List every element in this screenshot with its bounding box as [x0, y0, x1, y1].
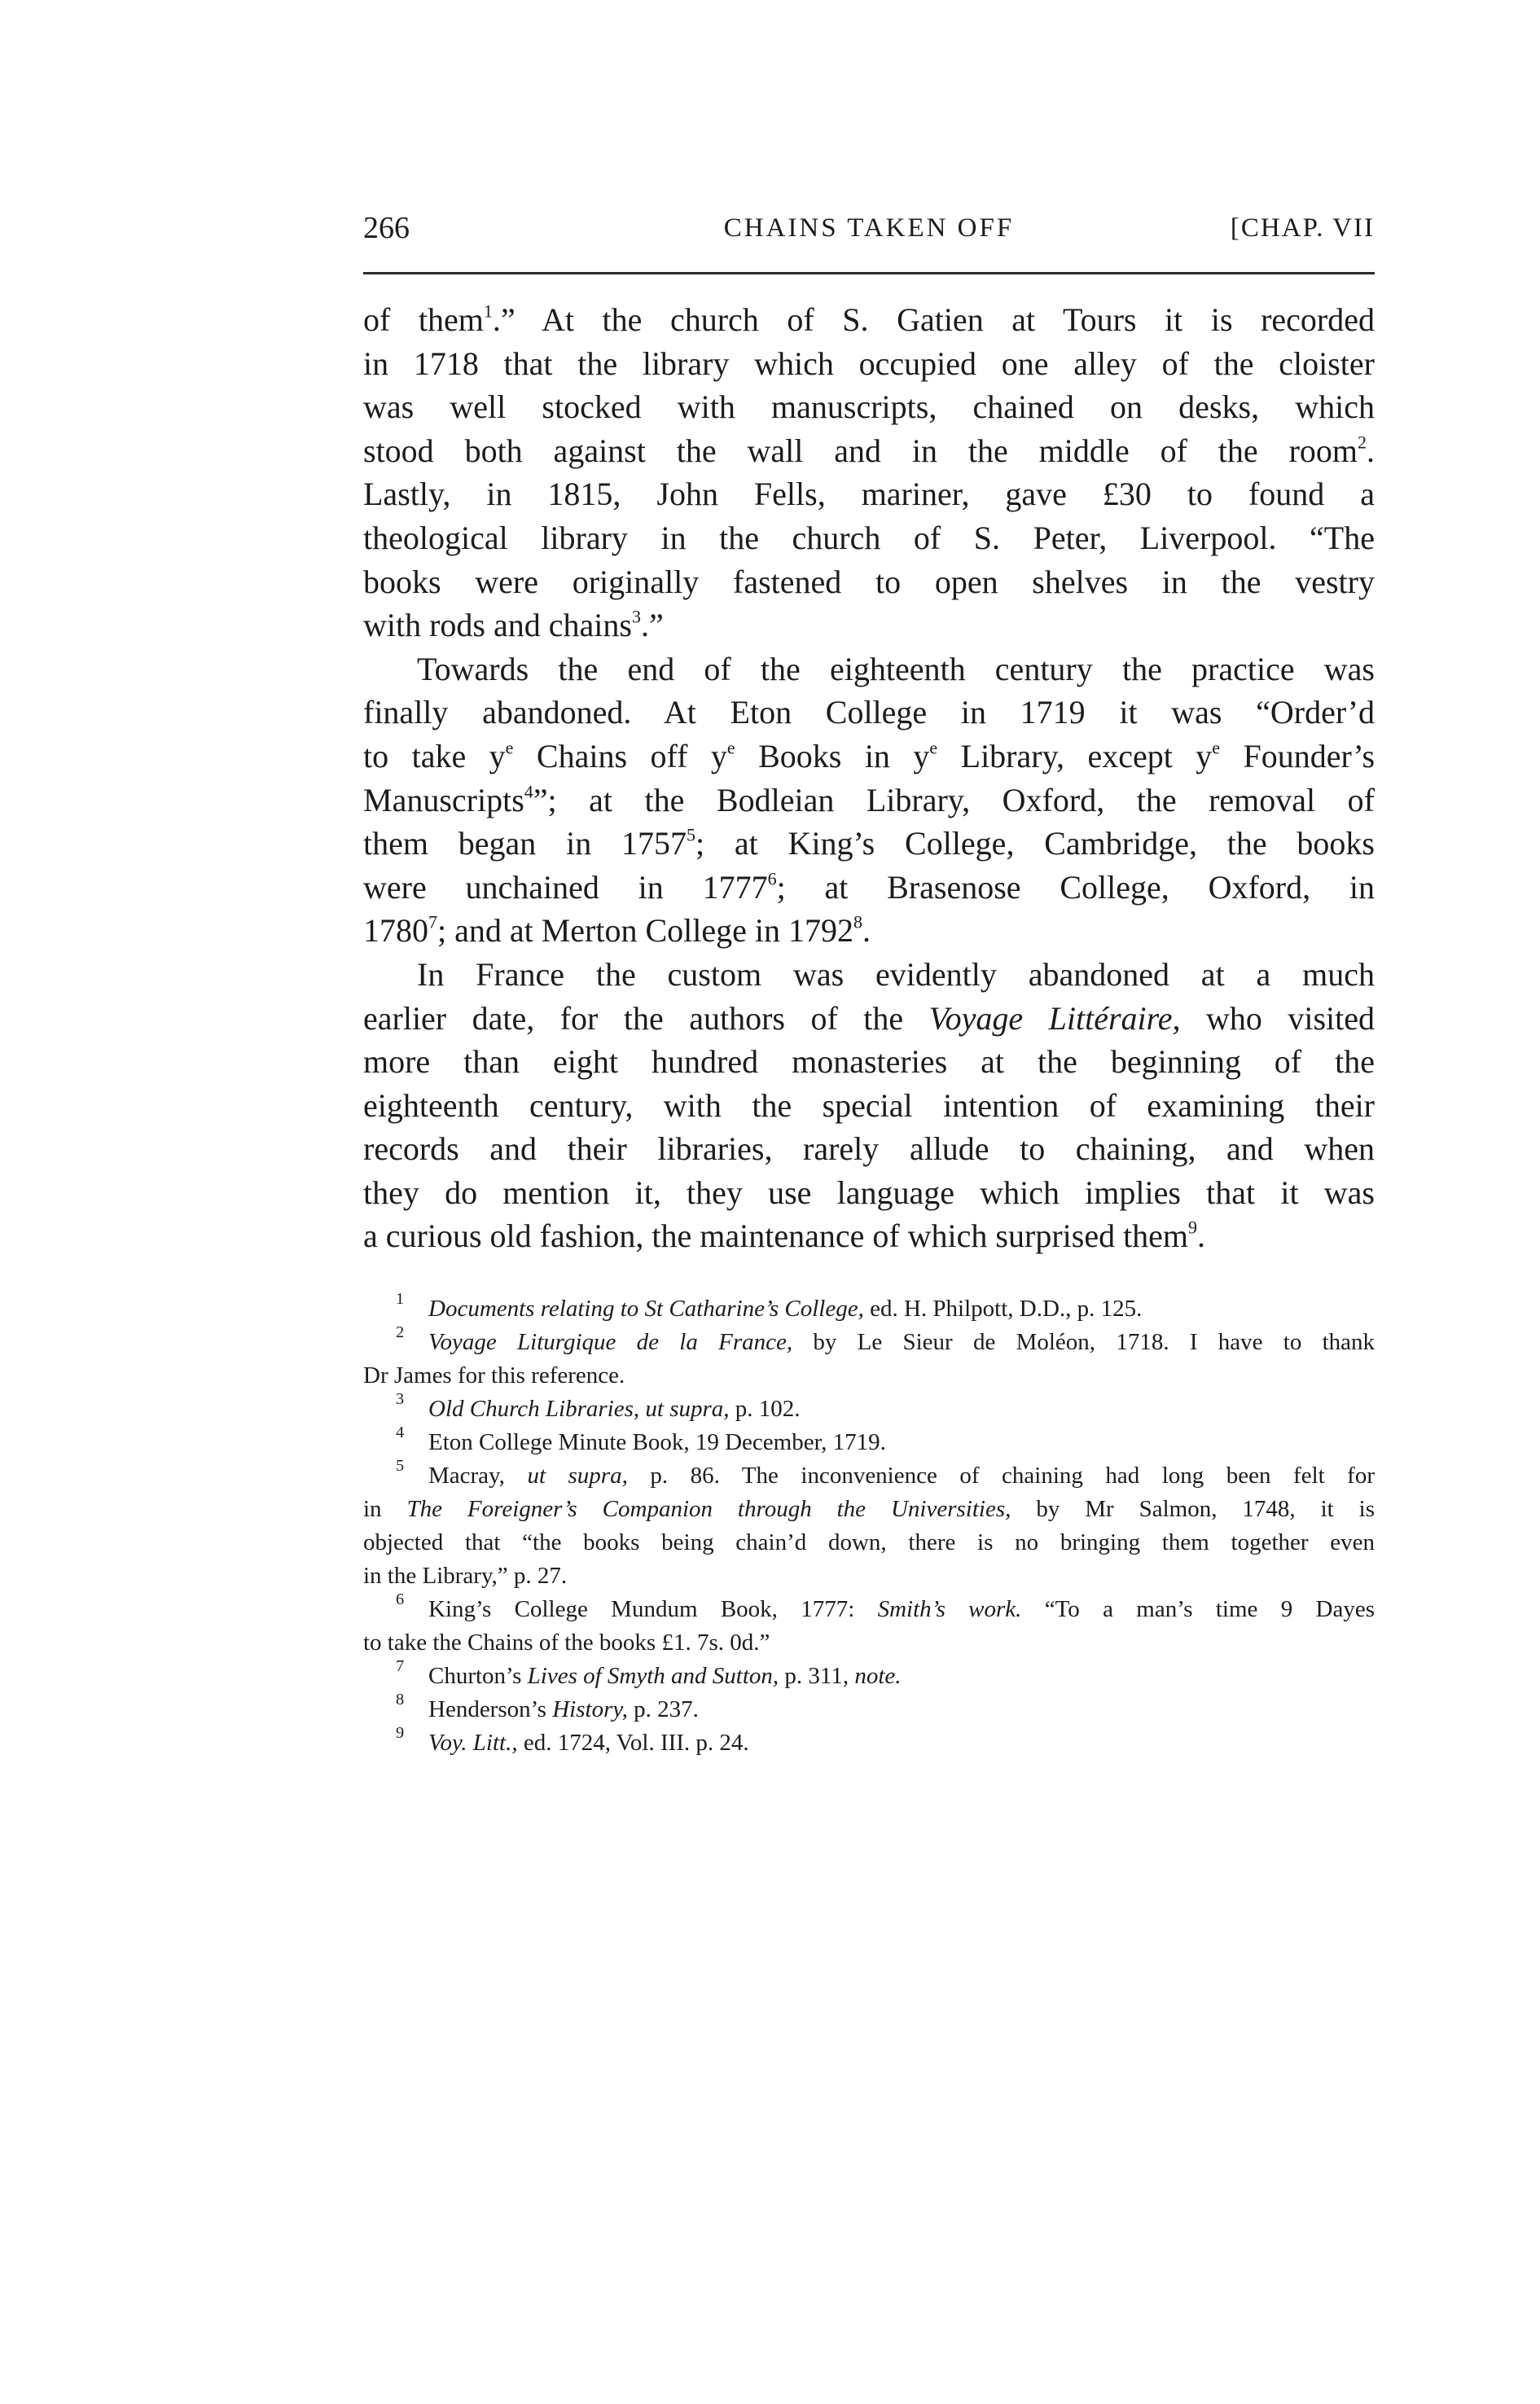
- text-line: books were originally fastened to open shelves in the vestry: [363, 563, 1375, 600]
- footnotes: [363, 1289, 1375, 1760]
- footnote-ref: 7: [428, 911, 437, 932]
- running-title: CHAINS TAKEN OFF: [723, 213, 1015, 243]
- text-line: records and their libraries, rarely allude to chaining, and when: [363, 1130, 1375, 1168]
- text-line: a curious old fashion, the maintenance of which surprised them$^9$.: [363, 1217, 1206, 1255]
- text-line: 1780$^7$; and at Merton College in 1792$^8$.: [363, 911, 871, 950]
- text-line: were unchained in 1777$^6$; at Brasenose College, Oxford, in: [363, 868, 1375, 906]
- main-text: [363, 298, 1375, 1258]
- footnote-7: $^7$ Churton’s Lives of Smyth and Sutton, p. 311, note.: [396, 1656, 902, 1689]
- footnote-2: $^2$ Voyage Liturgique de la France, by Le Sieur de Moléon, 1718. I have to thank: [396, 1323, 1375, 1355]
- text-line: theological library in the church of S. Peter, Liverpool. “The: [363, 519, 1375, 556]
- footnote-9: $^9$ Voy. Litt., ed. 1724, Vol. III. p. 24.: [396, 1723, 749, 1756]
- text-line: Manuscripts$^4$”; at the Bodleian Library, Oxford, the removal of: [363, 781, 1375, 818]
- text-line: they do mention it, they use language which implies that it was: [363, 1173, 1375, 1211]
- footnote-6: $^6$ King’s College Mundum Book, 1777: Smith’s work. “To a man’s time 9 Dayes: [396, 1590, 1375, 1622]
- text-line: Lastly, in 1815, John Fells, mariner, gave £30 to found a: [363, 476, 1375, 513]
- footnote-ref: 9: [1188, 1217, 1198, 1238]
- text-line: more than eight hundred monasteries at the beginning of the: [363, 1043, 1375, 1081]
- footnote-1: $^1$ Documents relating to St Catharine’s College, ed. H. Philpott, D.D., p. 125.: [396, 1289, 1143, 1322]
- page-number: 266: [363, 211, 410, 245]
- text-line: with rods and chains$^3$.”: [363, 606, 664, 644]
- running-header: [363, 210, 1375, 259]
- header-rule: [363, 272, 1375, 274]
- footnote-ref: 2: [1358, 432, 1367, 453]
- chapter-reference: [CHAP. VII: [1230, 213, 1375, 243]
- footnote-3: $^3$ Old Church Libraries, ut supra, p. 102.: [396, 1389, 801, 1422]
- text-line: them began in 1757$^5$; at King’s College, Cambridge, the books: [363, 824, 1375, 862]
- footnote-6-continued: to take the Chains of the books £1. 7s. 0d.”: [363, 1630, 770, 1656]
- text-line: earlier date, for the authors of the Voyage Littéraire, who visited: [363, 999, 1375, 1037]
- footnote-ref: 4: [524, 781, 533, 802]
- footnote-5: $^5$ Macray, ut supra, p. 86. The inconvenience of chaining had long been felt for: [396, 1456, 1375, 1489]
- footnote-4: $^4$ Eton College Minute Book, 19 December, 1719.: [396, 1423, 886, 1455]
- footnote-2-continued: Dr James for this reference.: [363, 1362, 625, 1388]
- footnote-ref: 5: [686, 824, 695, 845]
- text-line: of them$^1$.” At the church of S. Gatien at Tours it is recorded: [363, 300, 1375, 338]
- text-line: eighteenth century, with the special intention of examining their: [363, 1086, 1375, 1124]
- text-line: stood both against the wall and in the middle of the room$^2$.: [363, 432, 1375, 469]
- footnote-ref: 3: [631, 606, 641, 627]
- text-line: In France the custom was evidently abandoned at a much: [417, 955, 1375, 993]
- text-line: in 1718 that the library which occupied one alley of the cloister: [363, 344, 1375, 382]
- footnote-ref: 6: [767, 868, 777, 889]
- footnote-ref: 1: [483, 300, 493, 322]
- footnote-ref: 8: [853, 911, 863, 932]
- footnote-5-continued: in the Library,” p. 27.: [363, 1563, 568, 1589]
- text-line: to take $y^e$ Chains off $y^e$ Books in $y^e$ Library, except $y^e$ Founder’s: [363, 737, 1375, 774]
- footnote-5-continued: objected that “the books being chain’d down, there is no bringing them together even: [363, 1529, 1375, 1555]
- footnote-5-continued: in The Foreigner’s Companion through the Universities, by Mr Salmon, 1748, it is: [363, 1496, 1375, 1522]
- text-line: Towards the end of the eighteenth century the practice was: [417, 650, 1375, 687]
- footnote-8: $^8$ Henderson’s History, p. 237.: [396, 1690, 699, 1722]
- text-line: finally abandoned. At Eton College in 1719 it was “Order’d: [363, 694, 1375, 731]
- text-line: was well stocked with manuscripts, chained on desks, which: [363, 388, 1375, 426]
